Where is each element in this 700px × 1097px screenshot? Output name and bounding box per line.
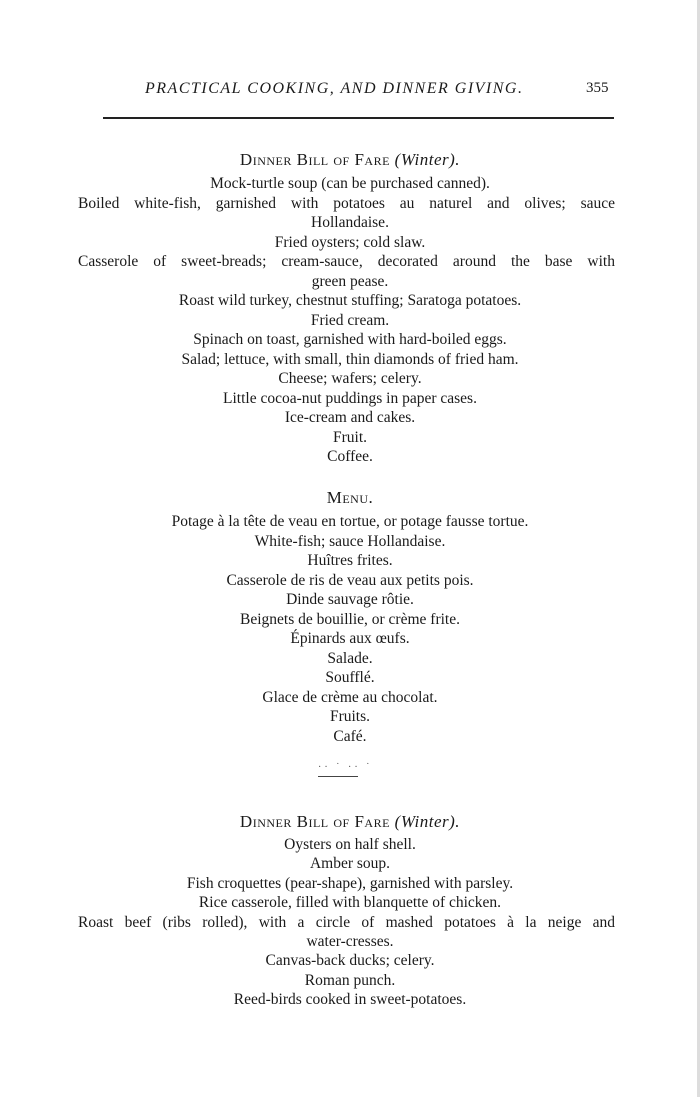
- menu-line: Mock-turtle soup (can be purchased canned).: [210, 175, 490, 192]
- menu-line: Reed-birds cooked in sweet-potatoes.: [233, 991, 467, 1009]
- menu-line: Roman punch.: [304, 971, 396, 989]
- title-text: Dinner Bill of Fare: [239, 812, 390, 831]
- menu-line: Fruit.: [332, 428, 368, 446]
- menu-line: Coffee.: [327, 448, 373, 465]
- title-season: (Winter).: [394, 812, 461, 831]
- menu-line: Boiled white-fish, garnished with potatoes au naturel and olives; sauce: [78, 194, 615, 212]
- menu-line: Oysters on half shell.: [284, 836, 416, 853]
- menu-line: Rice casserole, filled with blanquette of chicken.: [198, 894, 502, 912]
- title-text: Dinner Bill of Fare: [239, 150, 390, 169]
- menu-line: green pease.: [311, 272, 389, 290]
- menu-line: Fish croquettes (pear-shape), garnished with parsley.: [186, 874, 514, 892]
- menu-line: Potage à la tête de veau en tortue, or potage fausse tortue.: [171, 513, 529, 530]
- menu-line: water-cresses.: [306, 933, 394, 950]
- menu-title: Menu.: [326, 488, 374, 507]
- ornament: ·· ˙ ·· ˙: [318, 762, 373, 773]
- menu-line: Spinach on toast, garnished with hard-boiled eggs.: [193, 331, 507, 348]
- menu-line: Hollandaise.: [311, 214, 389, 231]
- section-title-winter-1: [0, 151, 700, 169]
- menu-line: Épinards aux œufs.: [290, 630, 410, 647]
- menu-line: Glace de crème au chocolat.: [262, 688, 438, 706]
- menu-line: Canvas-back ducks; celery.: [265, 952, 435, 970]
- menu-line: Soufflé.: [325, 669, 375, 686]
- header-rule: [103, 117, 614, 119]
- ornament-rule: [318, 776, 358, 777]
- menu-line: Café.: [333, 727, 367, 745]
- menu-line: Casserole of sweet-breads; cream-sauce, decorated around the base with: [78, 253, 615, 270]
- menu-line: Amber soup.: [309, 855, 391, 873]
- menu-line: Beignets de bouillie, or crème frite.: [240, 610, 460, 628]
- page-number: 355: [586, 80, 609, 96]
- menu-line: Roast wild turkey, chestnut stuffing; Saratoga potatoes.: [178, 292, 522, 309]
- menu-line: Fried oysters; cold slaw.: [274, 233, 426, 251]
- menu-line: Salad; lettuce, with small, thin diamonds of fried ham.: [181, 350, 519, 368]
- menu-line: Fruits.: [329, 708, 371, 725]
- menu-line: Roast beef (ribs rolled), with a circle of mashed potatoes à la neige and: [78, 913, 615, 931]
- menu-line: Dinde sauvage rôtie.: [286, 591, 414, 608]
- menu-line: White-fish; sauce Hollandaise.: [254, 532, 446, 550]
- menu-line: Cheese; wafers; celery.: [278, 370, 422, 387]
- menu-line: Ice-cream and cakes.: [284, 409, 416, 426]
- menu-line: Casserole de ris de veau aux petits pois.: [226, 571, 474, 589]
- running-head: PRACTICAL COOKING, AND DINNER GIVING.: [145, 80, 524, 97]
- menu-line: Little cocoa-nut puddings in paper cases.: [223, 389, 477, 407]
- menu-line: Huîtres frites.: [307, 552, 393, 569]
- menu-line: Fried cream.: [310, 311, 390, 329]
- title-season: (Winter).: [394, 150, 461, 169]
- menu-line: Salade.: [327, 649, 373, 667]
- section-title-winter-2: [0, 813, 700, 831]
